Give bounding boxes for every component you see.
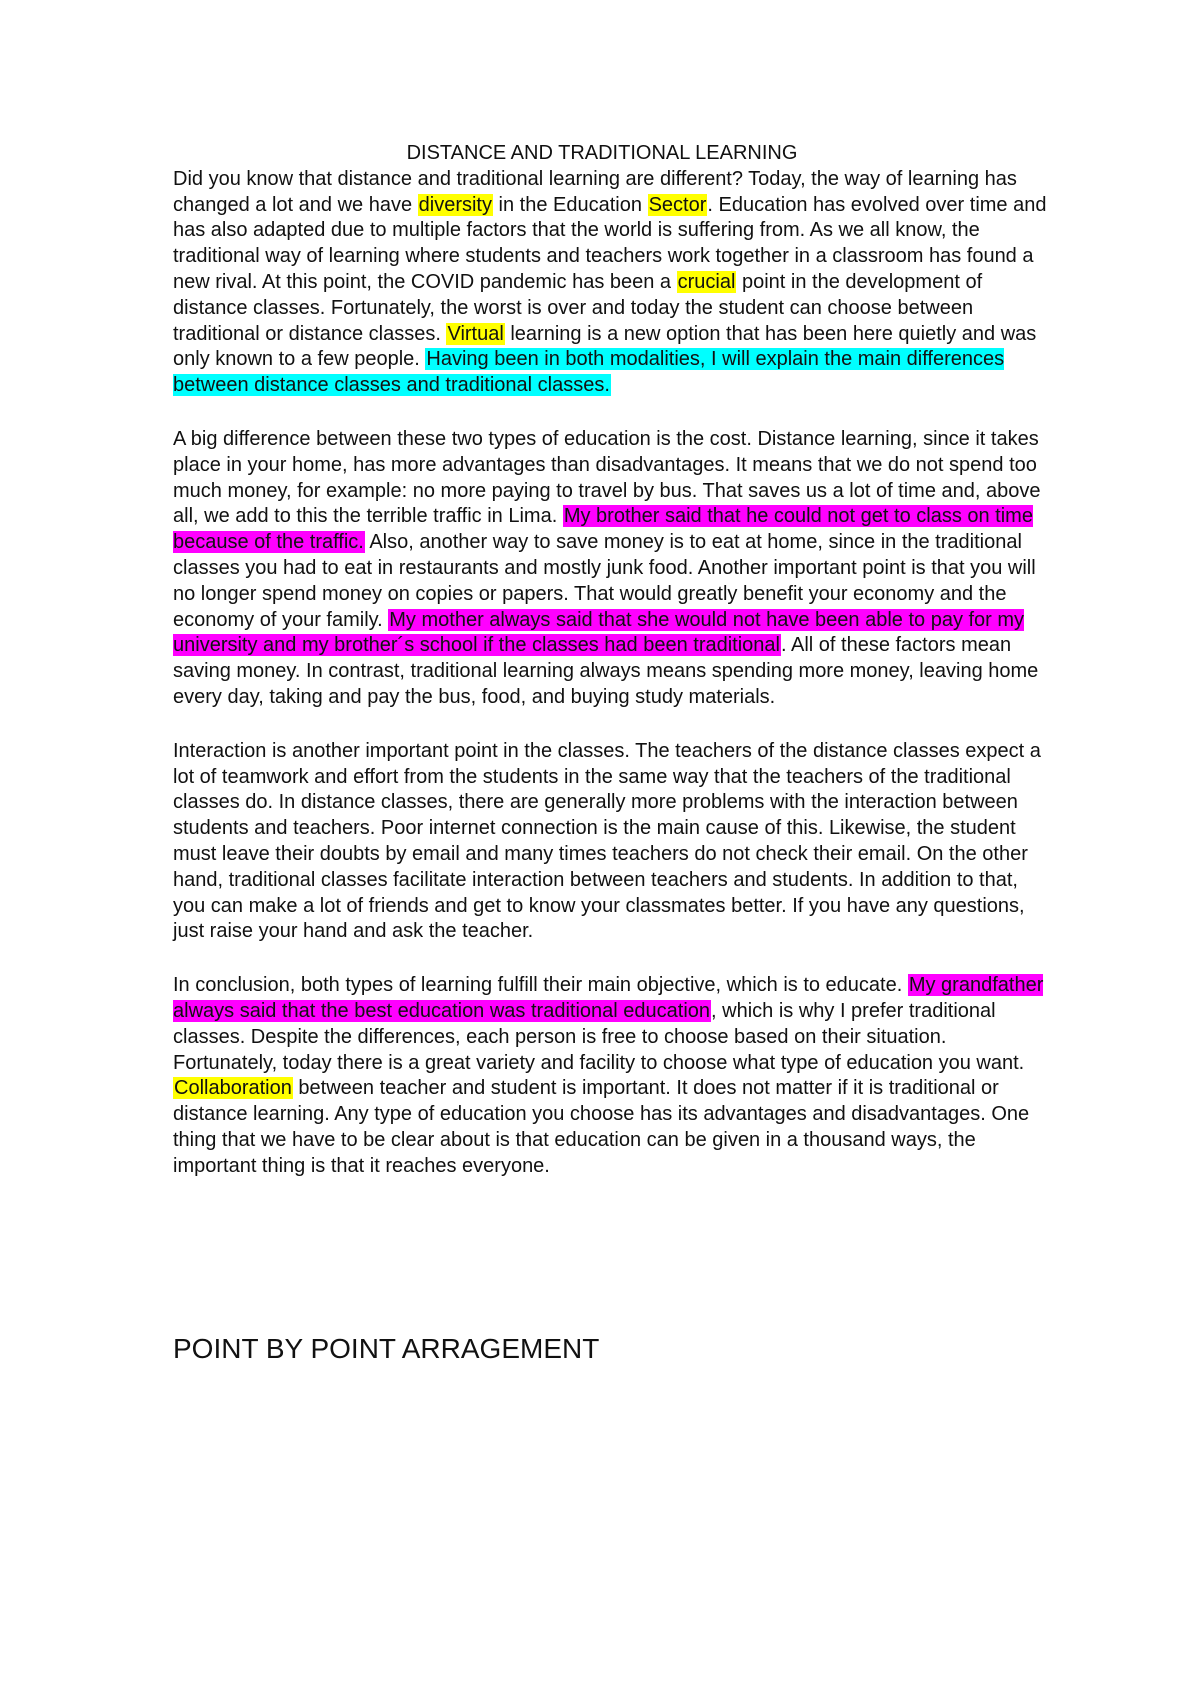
document-title: DISTANCE AND TRADITIONAL LEARNING <box>406 142 798 164</box>
text-segment: between teacher and student is important. It does not matter if it is traditional or distance learning. Any type of education you choose has its advantages and disadvantages. One thing that we have to be clear about is that education can be given in a thousand ways, the important thing is that it reaches everyone. <box>173 1077 1030 1177</box>
body-paragraph <box>173 427 1053 711</box>
body-paragraph <box>173 739 1053 945</box>
highlighted-text-yellow: Collaboration <box>174 1077 292 1100</box>
highlighted-text-cyan: Having been in both modalities, I will explain the main differences between distance classes and traditional classes. <box>173 348 1005 397</box>
highlighted-text-magenta: My mother always said that she would not have been able to pay for my university and my brother´s school if the classes had been traditional <box>173 608 1025 657</box>
text-segment: . All of these factors mean saving money. In contrast, traditional learning always means spending more money, leaving home every day, taking and pay the bus, food, and buying study materials. <box>173 634 1039 708</box>
highlighted-text-magenta: My brother said that he could not get to class on time because of the traffic. <box>173 505 1033 554</box>
highlighted-text-yellow: Virtual <box>447 322 504 345</box>
text-segment: learning is a new option that has been here quietly and was only known to a few people. <box>173 322 1037 371</box>
text-segment: Did you know that distance and traditional learning are different? Today, the way of learning has changed a lot and we have <box>173 167 1017 216</box>
paragraph-list <box>173 167 1053 1180</box>
text-segment: , which is why I prefer traditional classes. Despite the differences, each person is free to choose based on their situation. Fortunately, today there is a great variety and facility to choose what type of education you want. <box>173 999 1025 1074</box>
text-segment: in the Education <box>493 193 648 216</box>
highlighted-text-yellow: diversity <box>418 193 492 216</box>
highlighted-text-yellow: crucial <box>677 270 736 293</box>
text-segment: . Education has evolved over time and has also adapted due to multiple factors that the world is suffering from. As we all know, the traditional way of learning where students and teachers work together in a classroom has found a new rival. At this point, the COVID pandemic has been a <box>173 193 1047 293</box>
text-segment: In conclusion, both types of learning fulfill their main objective, which is to educate. <box>173 974 908 997</box>
text-segment: A big difference between these two types of education is the cost. Distance learning, since it takes place in your home, has more advantages than disadvantages. It means that we do not spend too much money, for example: no more paying to travel by bus. That saves us a lot of time and, above all, we add to this the terrible traffic in Lima. <box>173 427 1041 528</box>
text-segment: point in the development of distance classes. Fortunately, the worst is over and today the student can choose between traditional or distance classes. <box>173 270 983 345</box>
document-body <box>173 141 1053 1179</box>
text-segment: Interaction is another important point in the classes. The teachers of the distance classes expect a lot of teamwork and effort from the students in the same way that the teachers of the traditional classes do. In distance classes, there are generally more problems with the interaction between students and teachers. Poor internet connection is the main cause of this. Likewise, the student must leave their doubts by email and many times teachers do not check their email. On the other hand, traditional classes facilitate interaction between teachers and students. In addition to that, you can make a lot of friends and get to know your classmates better. If you have any questions, just raise your hand and ask the teacher. <box>173 739 1041 943</box>
highlighted-text-yellow: Sector <box>648 193 707 216</box>
highlighted-text-magenta: My grandfather always said that the best education was traditional education <box>173 974 1044 1022</box>
text-segment: Also, another way to save money is to eat at home, since in the traditional classes you had to eat in restaurants and mostly junk food. Another important point is that you will no longer spend money on copies or papers. That would greatly benefit your economy and the economy of your family. <box>173 531 1036 631</box>
section-heading: POINT BY POINT ARRAGEMENT <box>173 1333 600 1364</box>
body-paragraph <box>173 973 1053 1179</box>
body-paragraph <box>173 167 1053 399</box>
